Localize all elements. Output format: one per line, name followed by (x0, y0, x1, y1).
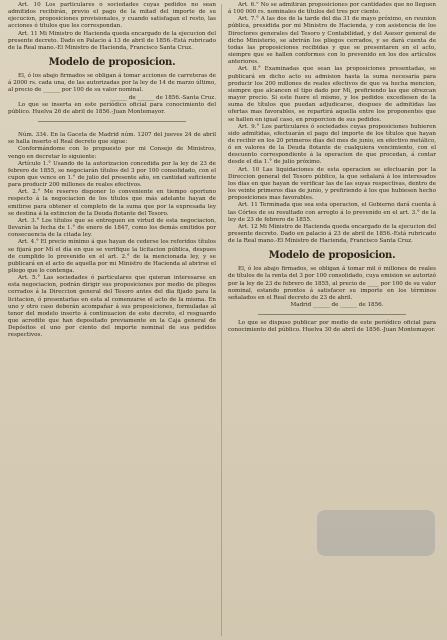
section-divider (38, 121, 186, 122)
model-heading: Modelo de proposicion. (48, 57, 176, 69)
article-1-paragraph: Artículo 1.° Usando de la autorizacion concedida por la ley de 23 de febrero de 1855, se negociarán títulos del 3 por 100 consolidado, con el cupon que vence en 1.° de julio del presente año, en cantidad suficiente para producir 200 millones de reales efectivos. (8, 160, 216, 189)
article-7-paragraph: Art. 7.° A las dos de la tarde del dia 31 de mayo próximo, en reunion pública, presidida por mi Ministro de Hacienda, y con asistencia de los Directores generales del Tesoro y Contabilidad, y del Asesor general de dicho Ministerio, se abrirán los pliegos cerrados, y se dará cuenta de todas las proposiciones recibidas y que se presentaren en el acto, siempre que se hallen conformes con lo prevenido en los dos artículos anteriores. (228, 16, 436, 66)
article-5-paragraph: Art. 5.° Las sociedades ó particulares que quieran interesarse en esta negociacion, podrán dirigir sus proposiciones por medio de pliegos cerrados á la Direccion general del Tesoro antes del dia fijado para la licitacion, ó presentarlas en esta al comenzarse el acto de la misma. En uno y otro caso deberán acompañar á sus proposiciones, formuladas al tenor del modelo inserto á continuacion de este decreto, el resguardo que acredite que han depositado previamente en la Caja general de Depósitos el uno por ciento del importe nominal de sus pedidos respectivos. (8, 275, 216, 339)
model-paragraph: El, ó los abajo firmados se obligan á tomar acciones de carreteras de á 2000 rs. cada una, de las autorizadas por la ley de 14 de marzo último, al precio de ______ por 100 de su valor nominal. (8, 73, 216, 94)
official-notice-paragraph: Lo que se dispuso publicar por medio de este periódico oficial para conocimiento del público. Huelva 30 de abril de 1856.-Juan Montemayor. (228, 320, 436, 334)
article-10-paragraph: Art. 10 Los particulares ó sociedades cuyas pedidos no sean admitidos recibirán, previo el pago de la mitad del importe de su ejecucion, proposiciones provisionales, y cuando satisfagan el resto, las acciones ó títulos que les correspondan. (8, 2, 216, 30)
article-10-paragraph: Art. 10 Las liquidaciones de esta operacion se efectuarán por la Direccion general del Tesoro público, la que señalará á los interesados los dias en que hayan de verificar las de las suyas respectivas, dentro de los veinte primeros dias de junio, y prefiriendo á los que hubiesen hecho proposiciones mas favorables. (228, 166, 436, 202)
library-stamp (317, 510, 435, 556)
article-6-paragraph: Art. 6.° No se admitirán proposiciones por cantidades que no lleguen á 100 000 rs. nominales de títulos del tres por ciento. (228, 2, 436, 16)
model-heading: Modelo de proposicion. (268, 250, 396, 262)
article-12-paragraph: Art. 12 Mi Ministro de Hacienda queda encargado de la ejecucion del presente decreto. Dado en palacio á 23 de abril de 1856.-Está rubricado de la Real mano.-El Ministro de Hacienda, Francisco Santa Cruz. (228, 223, 436, 245)
model-date-line: ______ de ______ de 1856.-Santa Cruz. (110, 94, 216, 101)
article-4-paragraph: Art. 4.° El precio mínimo á que hayan de cederse los referidos títulos se fijará por Mí el día en que se verifique la licitacion pública, despues de cumplido lo prevenido en el art. 2.° de la mencionada ley, y se publicará en el acto de aquella por mi Ministro de Hacienda al abrirse el pliego que lo contenga. (8, 239, 216, 274)
left-column (8, 2, 216, 638)
article-3-paragraph: Art. 3.° Los títulos que se entreguen en virtud de esta negociacion, llevarán la fecha de 1.° de enero de 1847, como los demás emitidos por consecuencia de la citada ley. (8, 217, 216, 239)
model-paragraph: El, ó los abajo firmados, se obligan á tomar mil ó millones de reales de títulos de la renta del 3 por 100 consolidado, cuya emision se autorizó por la ley de 23 de febrero de 1855, al precio de ____ por 100 de su valor nominal, estando prontos á satisfacer su importe en los términos señalados en el Real decreto de 23 de abril. (228, 266, 436, 301)
column-divider (221, 4, 222, 636)
decree-preamble: Conformándome con lo propuesto por mi Consejo de Ministros, vengo en decretar lo siguiente: (8, 146, 216, 160)
article-2-paragraph: Art. 2.° Me reservo disponer lo conveniente en tiempo oportuno respecto á la negociacion de los títulos que más adelante hayan de emitirse para obtener el completo de la suma que por la expresada ley se destina á la extincion de la Deuda flotante del Tesoro. (8, 189, 216, 217)
article-11-paragraph: Art. 11 Mi Ministro de Hacienda queda encargado de la ejecucion del presente decreto. Dado en Palacio á 13 de abril de 1856.-Está rubricado de la Real mano.-El Ministro de Hacienda, Francisco Santa Cruz. (8, 30, 216, 51)
article-11-paragraph: Art. 11 Terminada que sea esta operacion, el Gobierno dará cuenta á las Córtes de su resultado con arreglo á lo prevenido en el art. 3.° de la ley de 23 de febrero de 1855. (228, 202, 436, 223)
official-notice-paragraph: Lo que se inserta en este periódico oficial para conocimiento del público. Huelva 26 de abril de 1856.-Juan Montemayor. (8, 101, 216, 115)
model-date-line: Madrid ______ de ______ de 1856. (290, 302, 384, 309)
article-8-paragraph: Art. 8.° Examinadas que sean las proposiciones presentadas, se publicará en dicho acto su admision hasta la suma necesaria para producir los 200 millones de reales efectivos de que va hecha mencion, siempre que alcancen el tipo dado por Mí, prefiriendo las que ofrezcan mayor precio. Si este fuere el mismo, y los pedidos excediesen de la suma de títulos que puedan adjudicarse, despues de admitidas las ofertas mas favorables, se repartirá aquella entre los proponentes que se hallen en igual caso, en proporcion de sus pedidos. (228, 66, 436, 123)
decree-number-paragraph: Núm. 334. En la Gaceta de Madrid núm. 1207 del jueves 24 de abril se halla inserto el Real decreto que sigue: (8, 132, 216, 146)
article-9-paragraph: Art. 9.° Los particulares ó sociedades cuyas proposiciones hubieren sido admitidas, efectuarán el pago del importe de los títulos que hayan de recibir en los 20 primeros dias del mes de junio, en efectivo metálico, ó en valores de la Deuda flotante de cualquiera vencimiento, con el descuento correspondiente á la operacion de que procedan, á contar desde el dia 1.° de julio próximo. (228, 123, 436, 166)
section-divider (258, 314, 406, 315)
